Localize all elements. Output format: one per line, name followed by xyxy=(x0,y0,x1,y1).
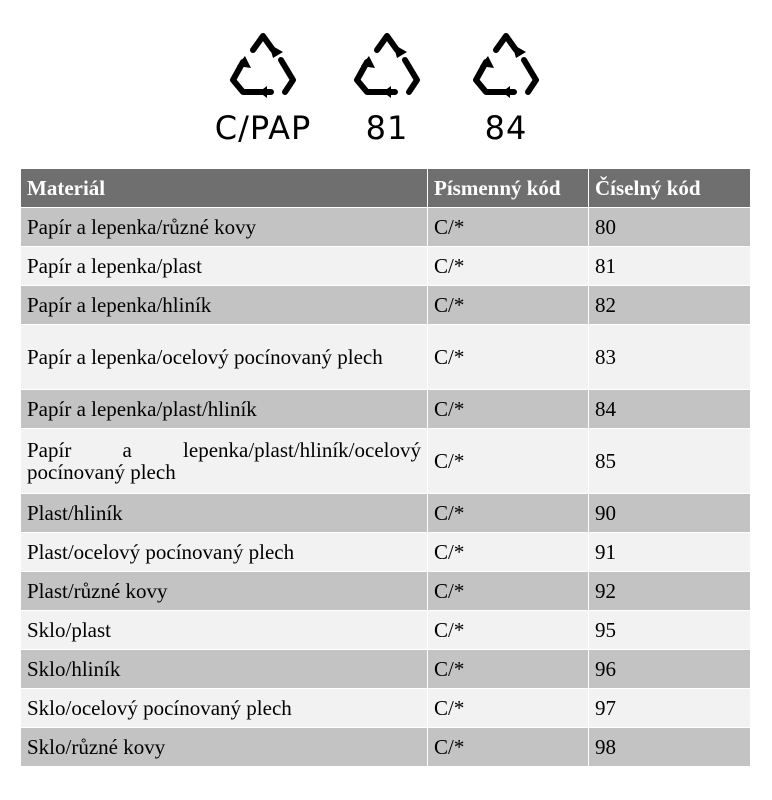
recycling-triangle-icon xyxy=(223,30,303,102)
material-cell: Papír a lepenka/plast/hliník/ocelový pocínovaný plech xyxy=(21,429,428,494)
number-code-cell: 96 xyxy=(589,650,751,689)
letter-code-cell: C/* xyxy=(428,689,589,728)
recycling-symbols xyxy=(0,0,772,160)
recycling-triangle-icon xyxy=(347,30,427,102)
symbol-code-label: 81 xyxy=(365,109,409,147)
table-row xyxy=(21,728,751,767)
material-cell: Plast/hliník xyxy=(21,494,428,533)
number-code-cell: 92 xyxy=(589,572,751,611)
letter-code-cell: C/* xyxy=(428,611,589,650)
number-code-cell: 81 xyxy=(589,247,751,286)
table-row xyxy=(21,208,751,247)
table-row xyxy=(21,247,751,286)
material-cell: Plast/různé kovy xyxy=(21,572,428,611)
letter-code-cell: C/* xyxy=(428,494,589,533)
number-code-cell: 97 xyxy=(589,689,751,728)
recycling-symbol-81 xyxy=(327,30,447,146)
symbol-code-label: 84 xyxy=(484,109,528,147)
table-header-row xyxy=(21,169,751,208)
table-row xyxy=(21,494,751,533)
table-row xyxy=(21,572,751,611)
table-row xyxy=(21,650,751,689)
table-row xyxy=(21,325,751,390)
number-code-cell: 90 xyxy=(589,494,751,533)
number-code-cell: 83 xyxy=(589,325,751,390)
material-cell: Papír a lepenka/plast/hliník xyxy=(21,390,428,429)
material-codes-table xyxy=(20,168,751,767)
letter-code-cell: C/* xyxy=(428,247,589,286)
recycling-symbol-cpap xyxy=(203,30,323,146)
number-code-cell: 85 xyxy=(589,429,751,494)
number-code-cell: 84 xyxy=(589,390,751,429)
material-cell: Sklo/ocelový pocínovaný plech xyxy=(21,689,428,728)
letter-code-cell: C/* xyxy=(428,533,589,572)
letter-code-cell: C/* xyxy=(428,208,589,247)
table-row xyxy=(21,286,751,325)
table-row xyxy=(21,390,751,429)
material-cell: Papír a lepenka/různé kovy xyxy=(21,208,428,247)
header-material: Materiál xyxy=(21,169,428,208)
table-row xyxy=(21,689,751,728)
letter-code-cell: C/* xyxy=(428,572,589,611)
table-row xyxy=(21,611,751,650)
symbol-code-label: C/PAP xyxy=(214,109,312,147)
recycling-symbol-84 xyxy=(446,30,566,146)
number-code-cell: 91 xyxy=(589,533,751,572)
number-code-cell: 98 xyxy=(589,728,751,767)
header-letter-code: Písmenný kód xyxy=(428,169,589,208)
letter-code-cell: C/* xyxy=(428,429,589,494)
material-cell: Sklo/plast xyxy=(21,611,428,650)
material-cell: Sklo/hliník xyxy=(21,650,428,689)
header-number-code: Číselný kód xyxy=(589,169,751,208)
material-cell: Plast/ocelový pocínovaný plech xyxy=(21,533,428,572)
letter-code-cell: C/* xyxy=(428,390,589,429)
number-code-cell: 80 xyxy=(589,208,751,247)
number-code-cell: 82 xyxy=(589,286,751,325)
table-row xyxy=(21,429,751,494)
material-cell: Papír a lepenka/ocelový pocínovaný plech xyxy=(21,325,428,390)
number-code-cell: 95 xyxy=(589,611,751,650)
material-cell: Sklo/různé kovy xyxy=(21,728,428,767)
material-cell: Papír a lepenka/hliník xyxy=(21,286,428,325)
letter-code-cell: C/* xyxy=(428,286,589,325)
letter-code-cell: C/* xyxy=(428,650,589,689)
material-cell: Papír a lepenka/plast xyxy=(21,247,428,286)
table-row xyxy=(21,533,751,572)
letter-code-cell: C/* xyxy=(428,728,589,767)
recycling-triangle-icon xyxy=(466,30,546,102)
letter-code-cell: C/* xyxy=(428,325,589,390)
